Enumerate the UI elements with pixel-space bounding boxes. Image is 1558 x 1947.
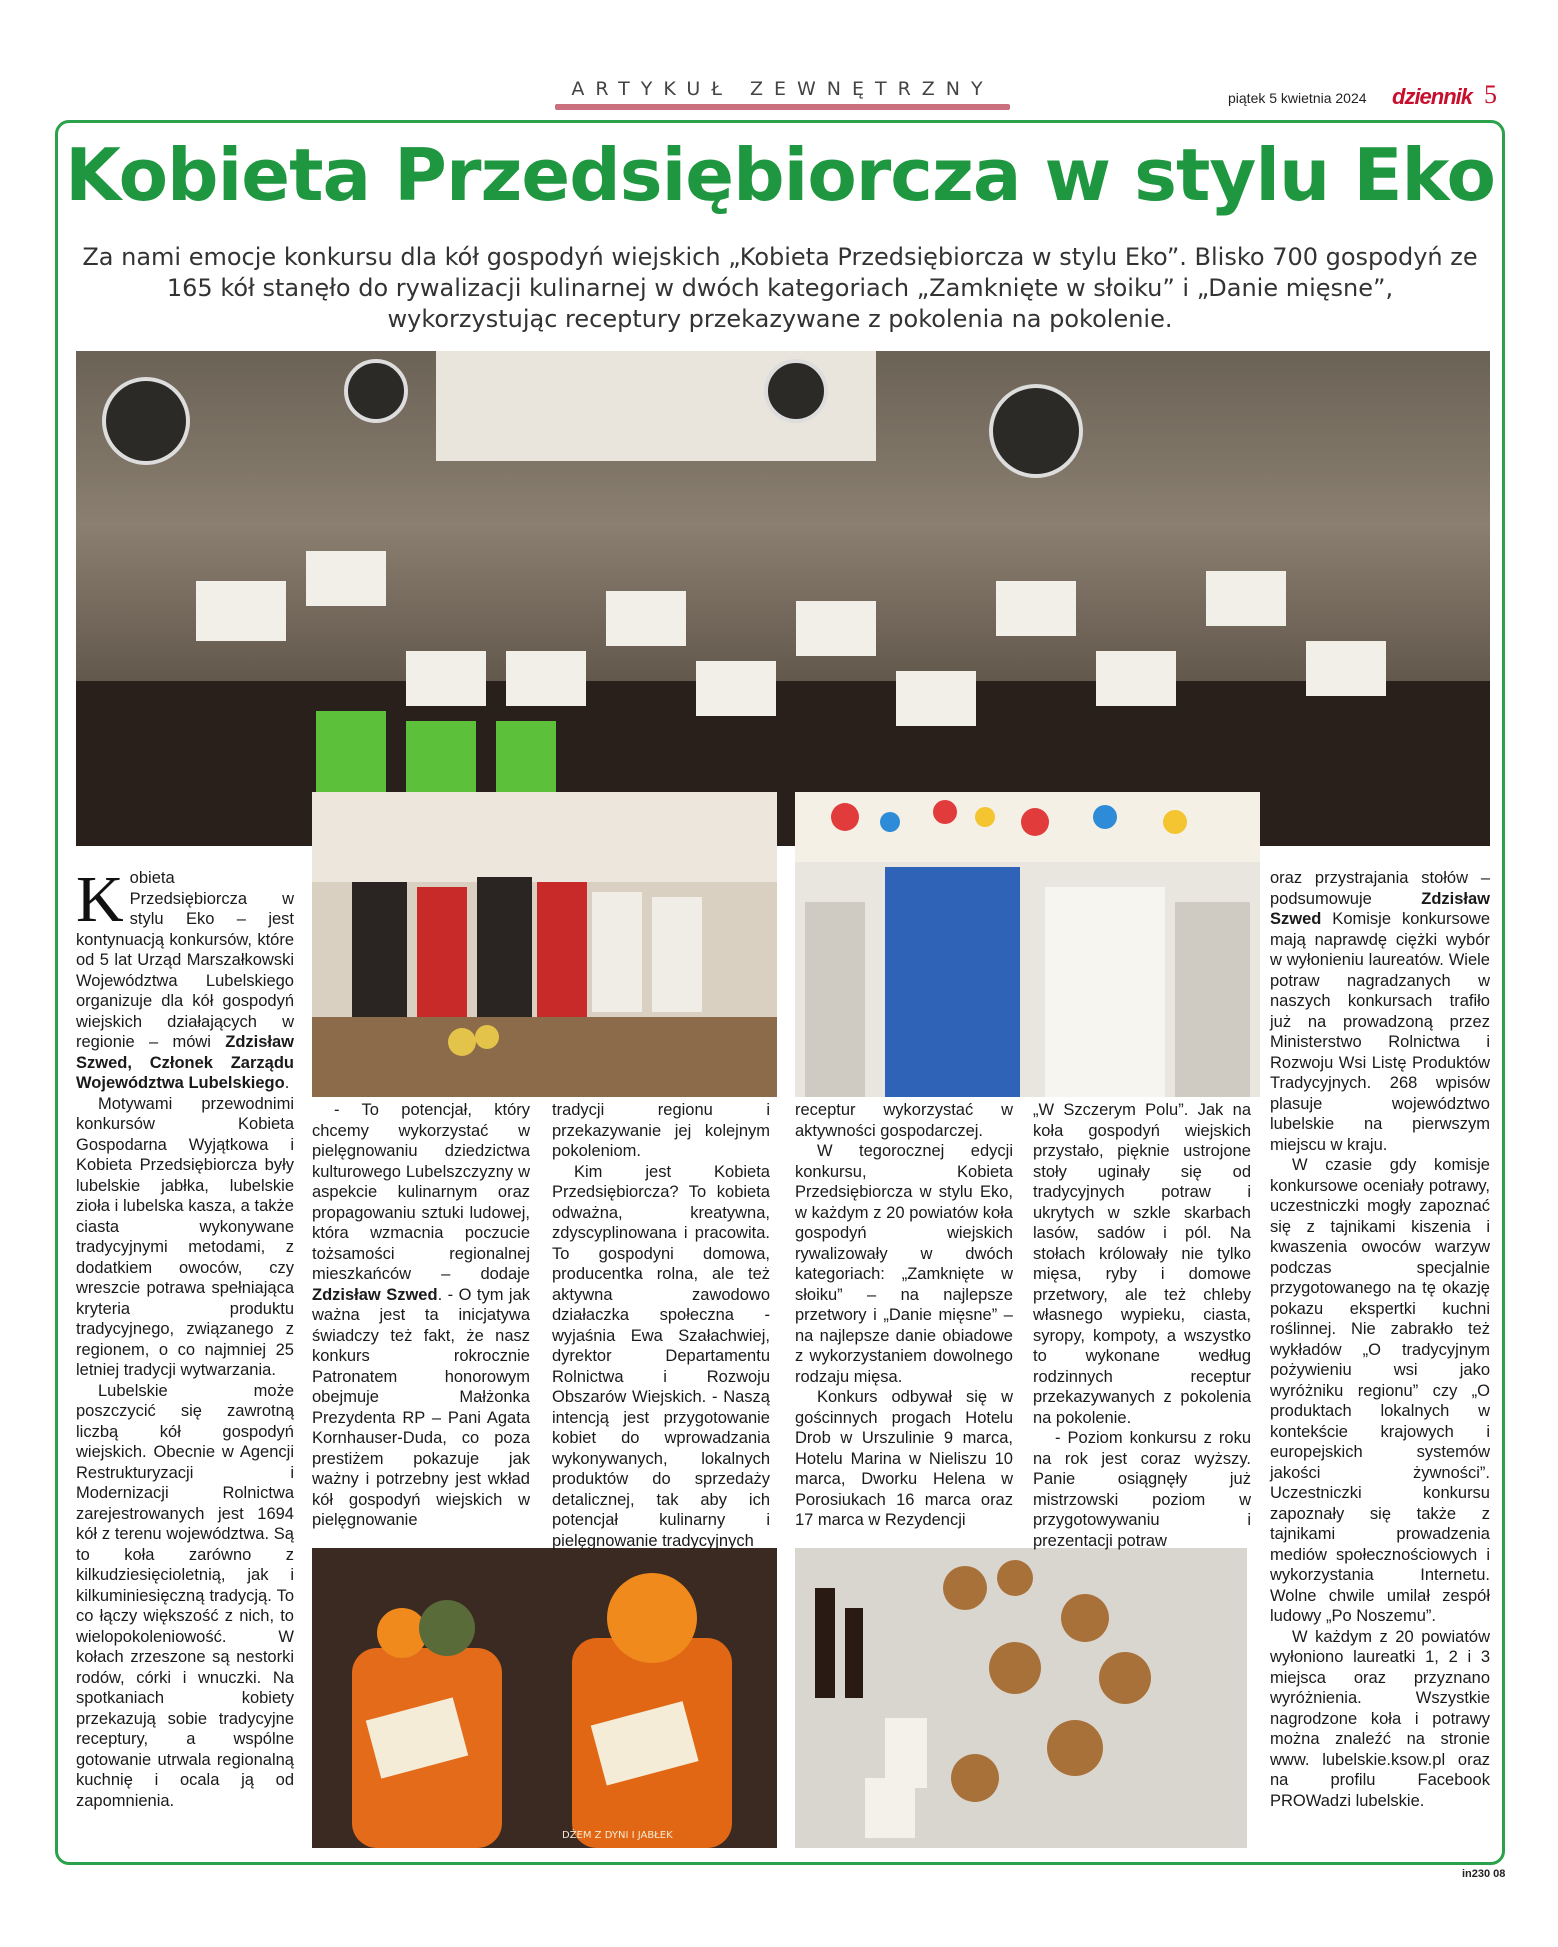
bold-name: Zdzisław Szwed (1270, 889, 1490, 928)
paragraph-text: . (284, 1074, 290, 1092)
paragraph: Konkurs odbywał się w gościnnych progach Hotelu Drob w Urszulinie 9 marca, Hotelu Marina w Nieliszu 10 marca, Dworku Helena w Porosiukach 16 marca oraz 17 marca w Rezydencji (795, 1388, 1013, 1529)
paragraph: tradycji regionu i przekazywanie jej kolejnym pokoleniom. (552, 1101, 770, 1160)
paragraph-text: . - O tym jak ważna jest ta inicjatywa świadczy też fakt, że nasz konkurs rokrocznie Patronatem honorowym obejmuje Małżonka Prezydenta RP – Pani Agata Kornhauser-Duda, co poza prestiżem pokazuje jak ważny i potrzebny jest wkład kół gospodyń wiejskich w pielęgnowanie (312, 1285, 530, 1529)
section-underline (555, 104, 1010, 110)
jars-photo (312, 1548, 777, 1848)
speaker-photo (795, 792, 1260, 1097)
jar-label-text: DŻEM Z DYNI I JABŁEK (562, 1830, 673, 1841)
paragraph (312, 1100, 530, 1531)
article-column-2 (312, 1100, 530, 1531)
paragraph-text: obieta Przedsiębiorcza w stylu Eko – jest kontynuacją konkursów, które od 5 lat Urząd Marszałkowski Województwa Lubelskiego organizuje dla kół gospodyń wiejskich działających w regionie – mówi (76, 869, 294, 1051)
paragraph: Kim jest Kobieta Przedsiębiorcza? To kobieta odważna, kreatywna, zdyscyplinowana i pracowita. To gospodyni domowa, producentka rolna, ale też aktywna zawodowo działaczka społeczna - wyjaśnia Ewa Szałachwiej, dyrektor Departamentu Rolnictwa i Rozwoju Obszarów Wiejskich. - Naszą intencją jest przygotowanie kobiet do wprowadzania wykonywanych, lokalnych produktów do sprzedaży detalicznej, tak aby ich potencjał kulinarny i pielęgnowanie tradycyjnych (552, 1162, 770, 1550)
bold-name: Zdzisław Szwed (312, 1285, 438, 1304)
paragraph: - Poziom konkursu z roku na rok jest coraz wyższy. Panie osiągnęły już mistrzowski poziom w przygotowywaniu i prezentacji potraw (1033, 1429, 1251, 1550)
article-lead: Za nami emocje konkursu dla kół gospodyń wiejskich „Kobieta Przedsiębiorcza w stylu Eko”. Blisko 700 gospodyń ze 165 kół stanęło do rywalizacji kulinarnej w dwóch kategoriach „Zamknięte w słoiku” i „Danie mięsne”, wykorzystując receptury przekazywane z pokolenia na pokolenie. (82, 243, 1478, 333)
drop-cap: K (76, 863, 124, 936)
group-photo (76, 351, 1490, 846)
paragraph-text: - To potencjał, który chcemy wykorzystać w pielęgnowaniu dziedzictwa kulturowego Lubelszczyzny w aspekcie kulinarnym oraz propagowaniu sztuki ludowej, która wzmacnia poczucie tożsamości regionalnej mieszkańców – dodaje (312, 1101, 530, 1283)
paragraph: Motywami przewodnimi konkursów Kobieta Gospodarna Wyjątkowa i Kobieta Przedsiębiorcza były lubelskie jabłka, lubelskie zioła i lubelska kasza, a także ciasta wykonywane tradycyjnymi metodami, z dodatkiem owoców, czy wreszcie potrawa spełniająca kryteria produktu tradycyjnego, związanego z regionem, o co najmniej 25 letniej tradycji wytwarzania. (76, 1094, 294, 1379)
page-number: 5 (1484, 80, 1497, 109)
paragraph-text: Komisje konkursowe mają naprawdę ciężki wybór w wyłonieniu laureatów. Wiele potraw nagradzanych w naszych konkursach trafiło już na prowadzoną przez Ministerstwo Rolnictwa i Rozwoju Wsi Listę Produktów Tradycyjnych. 268 wpisów plasuje województwo lubelskie na pierwszym miejscu w kraju. (1270, 910, 1490, 1154)
paragraph-text: oraz przystrajania stołów – podsumowuje (1270, 869, 1490, 908)
article-column-3 (552, 1100, 770, 1551)
paragraph: „W Szczerym Polu”. Jak na koła gospodyń wiejskich przystało, pięknie ustrojone stoły uginały się od tradycyjnych potraw i ukrytych w szkle skarbach lasów, sadów i pól. Na stołach królowały nie tylko mięsa, ryby i domowe przetwory, ale też chleby własnego wypieku, ciasta, syropy, kompoty, a wszystko to wykonane według rodzinnych receptur przekazywanych z pokolenia na pokolenie. (1033, 1101, 1251, 1427)
newspaper-logo: dziennik (1392, 84, 1473, 109)
article-column-5 (1033, 1100, 1251, 1551)
paragraph (1270, 868, 1490, 1155)
issue-date: piątek 5 kwietnia 2024 (1228, 90, 1367, 106)
officials-photo (312, 792, 777, 1097)
article-column-1 (76, 863, 294, 1811)
paragraph: receptur wykorzystać w aktywności gospodarczej. (795, 1101, 1013, 1140)
ad-credit: in230 08 (1462, 1868, 1506, 1880)
section-label: ARTYKUŁ ZEWNĘTRZNY (571, 78, 994, 100)
article-column-4 (795, 1100, 1013, 1531)
paragraph: W każdym z 20 powiatów wyłoniono laureatki 1, 2 i 3 miejsca oraz przyznano wyróżnienia. Wszystkie nagrodzone koła i potrawy można znaleźć na stronie www. lubelskie.ksow.pl oraz na profilu Facebook PROWadzi lubelskie. (1270, 1627, 1490, 1810)
preserves-photo (795, 1548, 1247, 1848)
paragraph: Lubelskie może poszczycić się zawrotną liczbą kół gospodyń wiejskich. Obecnie w Agencji Restrukturyzacji i Modernizacji Rolnictwa zarejestrowanych jest 1694 kół z terenu województwa. Są to koła zarówno z kilkudziesięcioletnią, jak i kilkuminiesięczną tradycją. To co łączy większość z nich, to wielopokoleniowość. W kołach zrzeszone są nestorki rodów, córki i wnuczki. Na spotkaniach kobiety przekazują sobie tradycyjne receptury, a wspólne gotowanie utrwala regionalną kuchnię i ocala ją od zapomnienia. (76, 1381, 294, 1810)
paragraph: W tegorocznej edycji konkursu, Kobieta Przedsiębiorcza w stylu Eko, w każdym z 20 powiatów koła gospodyń wiejskich rywalizowały w dwóch kategoriach: „Zamknięte w słoiku” – na najlepsze przetwory i „Danie mięsne” – na najlepsze danie obiadowe z wykorzystaniem dowolnego rodzaju mięsa. (795, 1142, 1013, 1386)
article-headline: Kobieta Przedsiębiorcza w stylu Eko (65, 133, 1495, 217)
paragraph: W czasie gdy komisje konkursowe oceniały potrawy, uczestniczki mogły zapoznać się z tajnikami kiszenia i kwaszenia owoców warzyw podczas specjalnie przygotowanego na tę okazję pokazu ekspertki kuchni roślinnej. Nie zabrakło też wykładów „O tradycyjnym pożywieniu wsi jako wyróżniku regionu” czy „O produktach lokalnych w kontekście krajowych i europejskich systemów jakości żywności”. Uczestniczki konkursu zapoznały się także z tajnikami prowadzenia mediów społecznościowych i wykorzystania Internetu. Wolne chwile umilał zespół ludowy „Po Noszemu”. (1270, 1156, 1490, 1625)
article-column-6 (1270, 868, 1490, 1811)
paragraph (76, 863, 294, 1094)
bold-name: Zdzisław Szwed, Członek Zarządu Województwa Lubelskiego (76, 1033, 294, 1092)
